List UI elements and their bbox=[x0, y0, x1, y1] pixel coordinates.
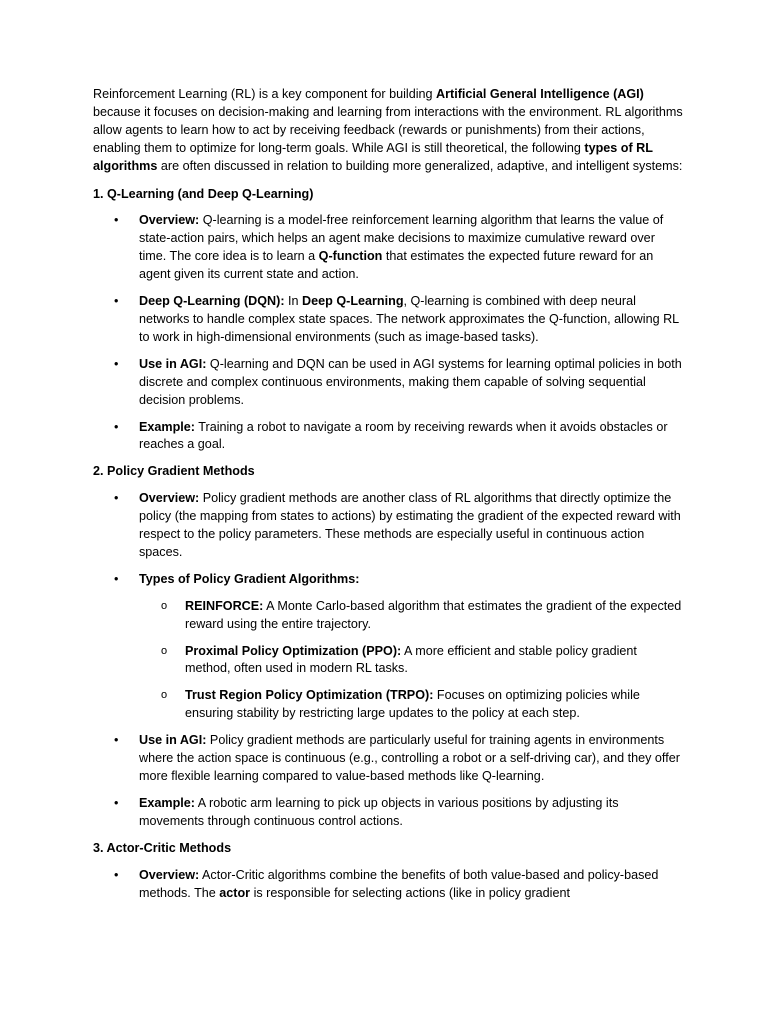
sub-item-text: Focuses on optimizing policies while ensuring stability by restricting large updates to the policy at each step. bbox=[185, 688, 640, 721]
list-item bbox=[93, 732, 683, 786]
intro-text: Reinforcement Learning (RL) is a key component for building bbox=[93, 87, 437, 101]
q-learning-list bbox=[93, 212, 683, 454]
item-text: is responsible for selecting actions (like in policy gradient bbox=[250, 885, 570, 900]
sub-item-text: A more efficient and stable policy gradient method, often used in modern RL tasks. bbox=[185, 643, 637, 676]
item-text: Q-learning is a model-free reinforcement learning algorithm that learns the value of state-action pairs, which helps an agent make decisions to maximize cumulative reward over time. The core idea is to learn a bbox=[139, 213, 664, 264]
list-item bbox=[93, 419, 683, 455]
item-label: Deep Q-Learning (DQN): bbox=[139, 294, 285, 309]
deep-q-learning-bold: Deep Q-Learning bbox=[302, 294, 404, 309]
intro-agi-bold: Artificial General Intelligence (AGI) bbox=[436, 87, 644, 101]
sub-list-item bbox=[139, 643, 683, 679]
sub-list-item bbox=[139, 598, 683, 634]
list-item bbox=[93, 212, 683, 284]
item-label: Overview: bbox=[139, 867, 200, 882]
sub-item-label: Proximal Policy Optimization (PPO): bbox=[185, 643, 402, 658]
item-label: Overview: bbox=[139, 213, 200, 228]
section-heading-policy-gradient: 2. Policy Gradient Methods bbox=[93, 464, 255, 479]
list-item bbox=[93, 867, 683, 903]
item-label: Use in AGI: bbox=[139, 733, 207, 748]
item-text: Actor-Critic algorithms combine the benefits of both value-based and policy-based methods. The bbox=[139, 867, 659, 900]
q-function-bold: Q-function bbox=[318, 249, 383, 264]
item-label: Example: bbox=[139, 419, 195, 434]
actor-critic-list bbox=[93, 867, 683, 903]
list-item bbox=[93, 490, 683, 562]
section-heading-actor-critic: 3. Actor-Critic Methods bbox=[93, 840, 232, 855]
list-item bbox=[93, 293, 683, 347]
list-item bbox=[93, 571, 683, 723]
sub-item-label: REINFORCE: bbox=[185, 598, 264, 613]
item-label: Overview: bbox=[139, 491, 200, 506]
document-body bbox=[93, 86, 683, 911]
item-text: In bbox=[284, 294, 303, 309]
intro-text: because it focuses on decision-making and learning from interactions with the environment. RL algorithms allow agents to learn how to act by receiving feedback (rewards or punishments) from their actions, enabling them to optimize for long-term goals. While AGI is still theoretical, the following bbox=[93, 104, 683, 155]
item-text: that estimates the expected future reward for an agent given its current state and action. bbox=[139, 249, 654, 282]
policy-gradient-list bbox=[93, 490, 683, 831]
sub-list-item bbox=[139, 687, 683, 723]
section-heading-q-learning: 1. Q-Learning (and Deep Q-Learning) bbox=[93, 186, 314, 201]
item-label: Example: bbox=[139, 795, 195, 810]
list-item bbox=[93, 356, 683, 410]
intro-text: are often discussed in relation to building more generalized, adaptive, and intelligent systems: bbox=[157, 158, 683, 173]
list-item bbox=[93, 795, 683, 831]
item-text: Training a robot to navigate a room by receiving rewards when it avoids obstacles or reaches a goal. bbox=[139, 419, 668, 452]
actor-bold: actor bbox=[219, 885, 251, 900]
item-text: A robotic arm learning to pick up objects in various positions by adjusting its movements through continuous control actions. bbox=[139, 795, 619, 828]
item-label: Types of Policy Gradient Algorithms: bbox=[139, 571, 360, 586]
sub-item-text: A Monte Carlo-based algorithm that estimates the gradient of the expected reward using the entire trajectory. bbox=[185, 598, 682, 631]
policy-gradient-types-list bbox=[139, 598, 683, 723]
sub-item-label: Trust Region Policy Optimization (TRPO): bbox=[185, 688, 434, 703]
item-text: , Q-learning is combined with deep neural networks to handle complex state spaces. The network approximates the Q-function, allowing RL to work in high-dimensional environments (such as image-based tasks). bbox=[139, 294, 679, 344]
item-text: Policy gradient methods are particularly useful for training agents in environments where the action space is continuous (e.g., controlling a robot or a self-driving car), and they offer more flexible learning compared to value-based methods like Q-learning. bbox=[139, 733, 680, 783]
item-text: Policy gradient methods are another class of RL algorithms that directly optimize the policy (the mapping from states to actions) by estimating the gradient of the expected reward with respect to the policy parameters. These methods are especially useful in continuous action spaces. bbox=[139, 491, 681, 559]
intro-types-bold: types of RL algorithms bbox=[93, 140, 653, 173]
item-text: Q-learning and DQN can be used in AGI systems for learning optimal policies in both discrete and complex continuous environments, making them capable of solving sequential decision problems. bbox=[139, 356, 682, 407]
intro-paragraph bbox=[93, 86, 683, 176]
item-label: Use in AGI: bbox=[139, 356, 207, 371]
